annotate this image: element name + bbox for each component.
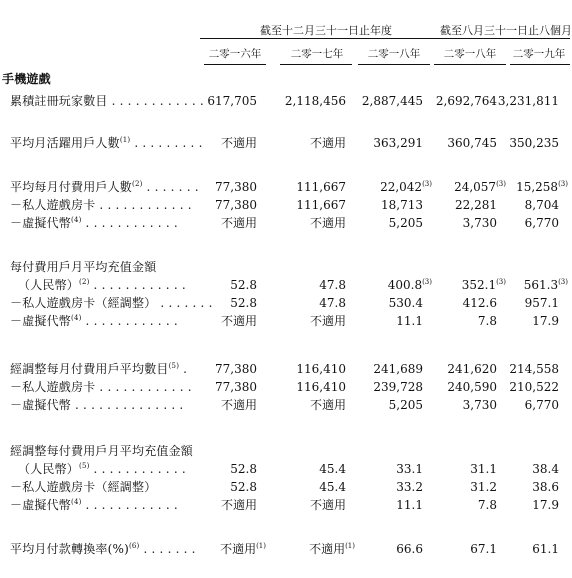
row-label — [10, 134, 203, 152]
row-label-text: －虛擬代幣 — [10, 314, 72, 328]
table-row — [0, 478, 572, 496]
cell-value: 412.6 — [462, 296, 497, 310]
row-label-text: －虛擬代幣 — [10, 498, 72, 512]
table-cell — [525, 196, 568, 214]
cell-value: 15,258 — [516, 180, 559, 194]
table-cell — [470, 540, 506, 558]
cell-value: 33.2 — [396, 480, 423, 494]
row-label — [10, 258, 156, 276]
cell-value: 52.8 — [230, 462, 257, 476]
table-cell — [389, 396, 432, 414]
cell-value: 5,205 — [388, 216, 423, 230]
row-label-text: －私人遊戲房卡（經調整） . . . . . . . — [10, 296, 213, 310]
cell-value: 17.9 — [532, 314, 559, 328]
row-label — [10, 396, 183, 414]
table-cell — [381, 196, 432, 214]
section-title: 手機遊戲 — [2, 72, 51, 86]
cell-value: 957.1 — [524, 296, 559, 310]
table-row — [0, 92, 572, 110]
row-label-footnote: (1) — [119, 136, 131, 144]
table-cell — [532, 478, 568, 496]
column-header-2018: 二零一八年 — [367, 48, 421, 60]
table-cell — [230, 478, 266, 496]
row-label — [18, 460, 186, 478]
cell-value: 116,410 — [296, 362, 346, 376]
cell-footnote: (3) — [558, 278, 568, 286]
row-label-footnote: (4) — [71, 314, 82, 322]
cell-value: 24,057 — [454, 180, 497, 194]
table-row — [0, 178, 572, 196]
cell-footnote: (3) — [558, 180, 568, 188]
row-label-text: 平均每月付費用戶人數 — [10, 180, 133, 194]
row-label — [10, 294, 213, 312]
table-cell — [230, 276, 266, 294]
row-label-leader: . — [179, 362, 188, 376]
cell-value: 45.4 — [319, 480, 346, 494]
table-cell — [221, 134, 266, 152]
cell-value: 不適用 — [309, 542, 346, 556]
row-label-text: 平均月付款轉換率(%) — [10, 542, 129, 556]
row-label-text: 每付費用戶月平均充值金額 — [10, 260, 157, 274]
cell-value: 111,667 — [296, 198, 346, 212]
table-cell — [470, 460, 506, 478]
row-label — [10, 496, 178, 514]
cell-value: 617,705 — [207, 94, 257, 108]
table-cell — [463, 294, 506, 312]
table-cell — [215, 196, 266, 214]
cell-value: 214,558 — [509, 362, 559, 376]
row-label — [10, 378, 192, 396]
row-label-text: －私人遊戲房卡 . . . . . . . . . . . . — [10, 380, 192, 394]
cell-value: 66.6 — [396, 542, 423, 556]
cell-footnote: (1) — [256, 542, 266, 550]
row-label-text: －私人遊戲房卡 . . . . . . . . . . . . — [10, 198, 192, 212]
table-cell — [525, 294, 568, 312]
table-row — [0, 214, 572, 232]
cell-value: 3,231,811 — [497, 94, 559, 108]
header-group-eight-months-underline — [432, 38, 570, 39]
cell-value: 不適用 — [309, 498, 346, 512]
cell-value: 67.1 — [470, 542, 497, 556]
table-cell — [215, 378, 266, 396]
table-cell — [462, 276, 506, 294]
table-cell — [373, 378, 432, 396]
cell-footnote: (3) — [422, 278, 432, 286]
cell-value: 2,887,445 — [361, 94, 423, 108]
table-cell — [296, 378, 355, 396]
table-cell — [373, 134, 432, 152]
column-header-2018-8m: 二零一八年 — [443, 48, 497, 60]
row-label-leader: . . . . . . . — [142, 180, 199, 194]
header-group-year-underline — [200, 38, 432, 39]
cell-value: 不適用 — [309, 136, 346, 150]
cell-value: 360,745 — [447, 136, 497, 150]
table-cell — [455, 196, 506, 214]
cell-value: 241,689 — [373, 362, 423, 376]
cell-value: 239,728 — [373, 380, 423, 394]
cell-value: 47.8 — [319, 296, 346, 310]
table-cell — [532, 540, 568, 558]
row-label-leader: . . . . . . . . . . . . — [89, 278, 186, 292]
table-cell — [309, 540, 355, 558]
table-cell — [388, 276, 432, 294]
table-cell — [454, 178, 506, 196]
table-cell — [463, 396, 506, 414]
cell-value: 11.1 — [396, 498, 423, 512]
cell-value: 240,590 — [447, 380, 497, 394]
row-label-text: 平均月活躍用戶人數 — [10, 136, 120, 150]
table-row — [0, 442, 572, 460]
row-label-text: 經調整每月付費用戶平均數目 — [10, 362, 169, 376]
column-header-2016: 二零一六年 — [208, 48, 262, 60]
cell-value: 3,730 — [462, 398, 497, 412]
cell-value: 不適用 — [309, 314, 346, 328]
cell-value: 3,730 — [462, 216, 497, 230]
table-cell — [319, 294, 355, 312]
table-cell — [380, 178, 432, 196]
table-cell — [525, 396, 568, 414]
table-cell — [396, 460, 432, 478]
table-row — [0, 460, 572, 478]
table-cell — [470, 478, 506, 496]
table-cell — [373, 360, 432, 378]
table-cell — [524, 276, 568, 294]
cell-value: 不適用 — [220, 314, 257, 328]
table-cell — [207, 92, 266, 110]
table-cell — [221, 312, 266, 330]
row-label — [10, 360, 187, 378]
table-cell — [532, 496, 568, 514]
table-cell — [296, 178, 355, 196]
cell-value: 530.4 — [388, 296, 423, 310]
table-cell — [310, 396, 355, 414]
table-cell — [310, 312, 355, 330]
row-label — [10, 312, 178, 330]
cell-footnote: (1) — [345, 542, 355, 550]
table-cell — [498, 92, 568, 110]
cell-value: 18,713 — [381, 198, 423, 212]
table-cell — [509, 134, 568, 152]
row-label-footnote: (2) — [79, 278, 90, 286]
row-label-text: 經調整每付費用戶月平均充值金額 — [10, 444, 194, 458]
cell-value: 8,704 — [524, 198, 559, 212]
table-row — [0, 378, 572, 396]
row-label — [10, 214, 178, 232]
table-cell — [447, 360, 506, 378]
cell-value: 77,380 — [215, 198, 257, 212]
row-label-text: －私人遊戲房卡（經調整） — [10, 480, 157, 494]
cell-value: 6,770 — [524, 216, 559, 230]
cell-value: 不適用 — [220, 136, 257, 150]
row-label — [10, 540, 196, 558]
row-label-text: （人民幣） — [18, 462, 80, 476]
cell-value: 52.8 — [230, 278, 257, 292]
table-cell — [221, 396, 266, 414]
table-cell — [296, 196, 355, 214]
row-label-text: 累積註冊玩家數目 . . . . . . . . . . . . — [10, 94, 204, 108]
cell-value: 210,522 — [509, 380, 559, 394]
table-cell — [447, 134, 506, 152]
cell-value: 31.1 — [470, 462, 497, 476]
column-underline-2019-8m — [510, 64, 570, 65]
section-title-row — [0, 70, 572, 88]
table-row — [0, 134, 572, 152]
table-cell — [215, 360, 266, 378]
row-label-footnote: (2) — [132, 180, 143, 188]
header-group-eight-months: 截至八月三十一日止八個月 — [440, 24, 572, 37]
row-label — [10, 478, 156, 496]
table-row — [0, 196, 572, 214]
cell-value: 241,620 — [447, 362, 497, 376]
table-row — [0, 360, 572, 378]
table-cell — [396, 540, 432, 558]
table-cell — [436, 92, 506, 110]
cell-value: 352.1 — [461, 278, 497, 292]
table-row — [0, 258, 572, 276]
row-label-leader: . . . . . . . . . . . . — [81, 314, 178, 328]
column-underline-2017 — [280, 64, 352, 65]
table-cell — [230, 294, 266, 312]
cell-value: 2,692,764 — [435, 94, 497, 108]
table-row — [0, 294, 572, 312]
cell-value: 不適用 — [220, 398, 257, 412]
table-cell — [319, 276, 355, 294]
table-cell — [525, 214, 568, 232]
table-row — [0, 540, 572, 558]
cell-value: 不適用 — [220, 216, 257, 230]
cell-value: 38.6 — [532, 480, 559, 494]
cell-value: 22,281 — [455, 198, 497, 212]
cell-value: 不適用 — [220, 542, 257, 556]
row-label-text: －虛擬代幣 . . . . . . . . . . . . . . — [10, 398, 184, 412]
row-label-leader: . . . . . . . . . . . . — [89, 462, 186, 476]
table-row — [0, 396, 572, 414]
table-cell — [532, 312, 568, 330]
cell-value: 61.1 — [532, 542, 559, 556]
cell-value: 350,235 — [509, 136, 559, 150]
cell-footnote: (3) — [422, 180, 432, 188]
cell-value: 77,380 — [215, 362, 257, 376]
column-header-2019-8m: 二零一九年 — [512, 48, 566, 60]
table-cell — [389, 214, 432, 232]
cell-value: 33.1 — [396, 462, 423, 476]
table-cell — [509, 378, 568, 396]
cell-value: 116,410 — [296, 380, 346, 394]
cell-value: 11.1 — [396, 314, 423, 328]
cell-value: 2,118,456 — [284, 94, 346, 108]
row-label-text: （人民幣） — [18, 278, 80, 292]
row-label-text: －虛擬代幣 — [10, 216, 72, 230]
table-cell — [396, 312, 432, 330]
table-cell — [389, 294, 432, 312]
cell-value: 31.2 — [470, 480, 497, 494]
table-cell — [221, 496, 266, 514]
column-underline-2016 — [204, 64, 266, 65]
table-cell — [396, 478, 432, 496]
row-label — [10, 442, 193, 460]
row-label-footnote: (4) — [71, 498, 82, 506]
row-label-leader: . . . . . . . . . . . . — [81, 216, 178, 230]
cell-value: 17.9 — [532, 498, 559, 512]
cell-value: 52.8 — [230, 296, 257, 310]
row-label — [10, 92, 204, 110]
table-cell — [532, 460, 568, 478]
table-cell — [463, 214, 506, 232]
cell-footnote: (3) — [496, 180, 506, 188]
table-cell — [221, 214, 266, 232]
column-header-2017: 二零一七年 — [290, 48, 344, 60]
table-row — [0, 276, 572, 294]
table-cell — [285, 92, 355, 110]
table-cell — [447, 378, 506, 396]
cell-value: 22,042 — [380, 180, 423, 194]
row-label-footnote: (6) — [128, 542, 140, 550]
cell-value: 363,291 — [373, 136, 423, 150]
table-cell — [310, 134, 355, 152]
table-cell — [509, 360, 568, 378]
table-cell — [478, 496, 506, 514]
cell-value: 111,667 — [296, 180, 346, 194]
table-row — [0, 496, 572, 514]
table-cell — [516, 178, 568, 196]
row-label-leader: . . . . . . . . . — [130, 136, 203, 150]
table-cell — [319, 460, 355, 478]
table-cell — [310, 214, 355, 232]
cell-value: 不適用 — [309, 216, 346, 230]
cell-value: 77,380 — [215, 380, 257, 394]
row-label-footnote: (5) — [79, 462, 90, 470]
cell-value: 不適用 — [309, 398, 346, 412]
table-cell — [478, 312, 506, 330]
table-cell — [310, 496, 355, 514]
cell-value: 400.8 — [387, 278, 423, 292]
row-label — [10, 178, 199, 196]
column-underline-2018-8m — [434, 64, 506, 65]
column-underline-2018 — [358, 64, 430, 65]
cell-footnote: (3) — [496, 278, 506, 286]
table-cell — [362, 92, 432, 110]
cell-value: 47.8 — [319, 278, 346, 292]
cell-value: 6,770 — [524, 398, 559, 412]
cell-value: 不適用 — [220, 498, 257, 512]
table-cell — [220, 540, 266, 558]
cell-value: 5,205 — [388, 398, 423, 412]
cell-value: 45.4 — [319, 462, 346, 476]
table-cell — [215, 178, 266, 196]
row-label-footnote: (5) — [168, 362, 180, 370]
table-row — [0, 312, 572, 330]
table-cell — [296, 360, 355, 378]
cell-value: 7.8 — [477, 498, 497, 512]
cell-value: 7.8 — [477, 314, 497, 328]
table-cell — [230, 460, 266, 478]
table-cell — [319, 478, 355, 496]
header-group-year: 截至十二月三十一日止年度 — [260, 24, 392, 37]
row-label-leader: . . . . . . . — [139, 542, 196, 556]
row-label — [18, 276, 186, 294]
row-label-leader: . . . . . . . . . . . . — [81, 498, 178, 512]
row-label-footnote: (4) — [71, 216, 82, 224]
cell-value: 38.4 — [532, 462, 559, 476]
cell-value: 77,380 — [215, 180, 257, 194]
cell-value: 561.3 — [523, 278, 559, 292]
row-label — [10, 196, 192, 214]
table-cell — [396, 496, 432, 514]
cell-value: 52.8 — [230, 480, 257, 494]
